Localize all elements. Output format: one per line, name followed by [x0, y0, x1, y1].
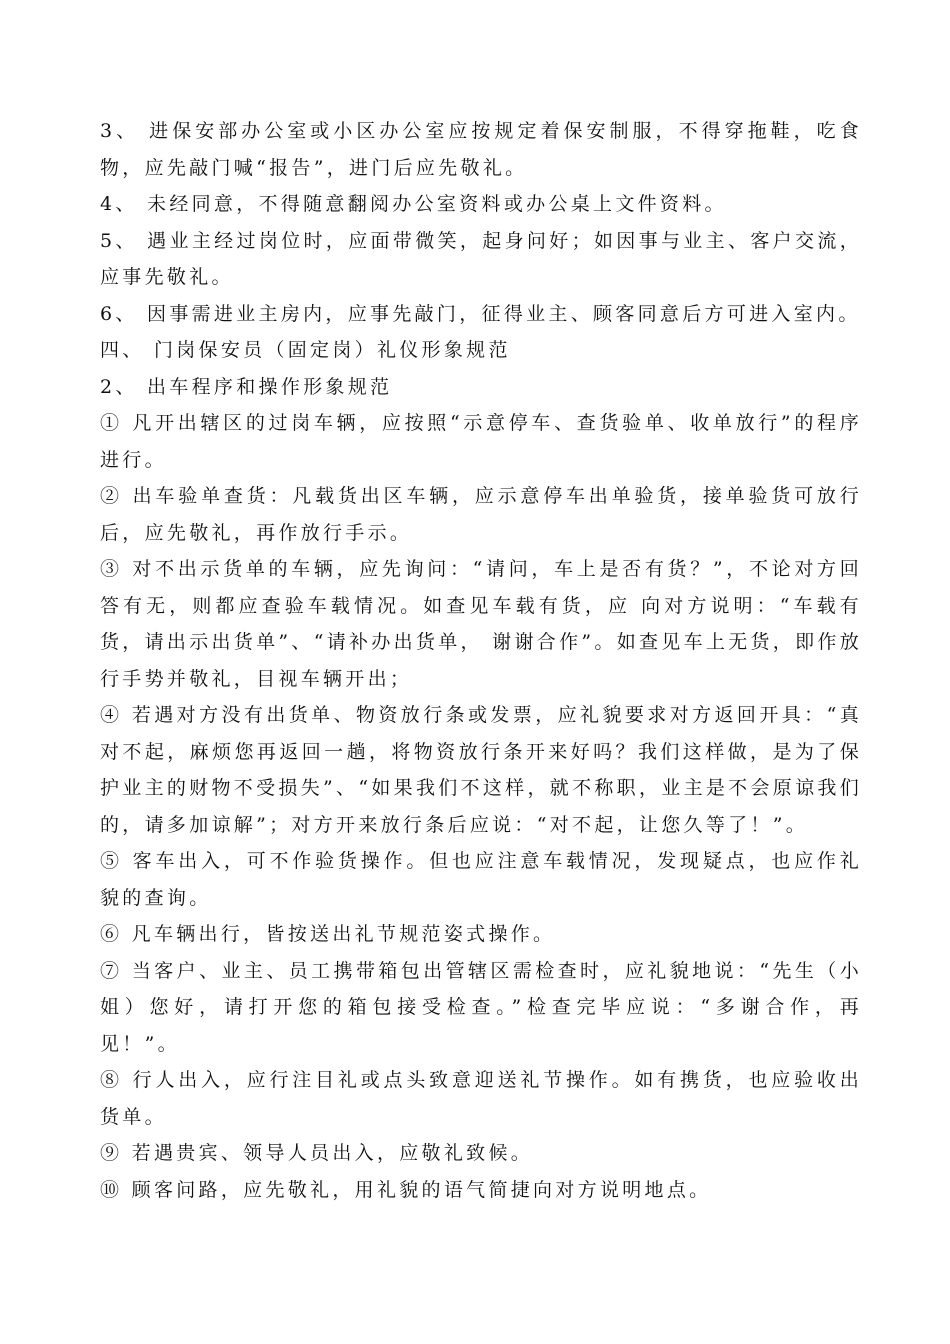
list-item-10: ⑩ 顾客问路，应先敬礼，用礼貌的语气简捷向对方说明地点。 [100, 1178, 712, 1201]
paragraph-rule-5: 5、 遇业主经过岗位时，应面带微笑，起身问好；如因事与业主、客户交流，应事先敬礼。 [100, 229, 862, 288]
list-item-4: ④ 若遇对方没有出货单、物资放行条或发票，应礼貌要求对方返回开具：“真对不起，麻烦您再返回一趟，将物资放行条开来好吗？我们这样做，是为了保护业主的财物不受损失”、“如果我们不这样，就不称职，业主是不会原谅我们的，请多加谅解”；对方开来放行条后应说：“对不起，让您久等了！”。 [100, 704, 862, 836]
paragraph-rule-6: 6、 因事需进业主房内，应事先敲门，征得业主、顾客同意后方可进入室内。 [100, 302, 861, 325]
list-item-6: ⑥ 凡车辆出行，皆按送出礼节规范姿式操作。 [100, 923, 556, 945]
paragraph-rule-3: 3、 进保安部办公室或小区办公室应按规定着保安制服，不得穿拖鞋，吃食物，应先敲门喊“报告”，进门后应先敬礼。 [100, 120, 862, 179]
subsection-heading-2: 2、 出车程序和操作形象规范 [100, 375, 393, 398]
list-item-5: ⑤ 客车出入，可不作验货操作。但也应注意车载情况，发现疑点，也应作礼貌的查询。 [100, 850, 862, 909]
list-item-2: ② 出车验单查货：凡载货出区车辆，应示意停车出单验货，接单验货可放行后，应先敬礼，再作放行手示。 [100, 485, 862, 544]
section-heading-4: 四、 门岗保安员（固定岗）礼仪形象规范 [100, 339, 511, 361]
document-page [100, 113, 862, 1208]
list-item-1: ① 凡开出辖区的过岗车辆，应按照“示意停车、查货验单、收单放行”的程序进行。 [100, 412, 862, 471]
paragraph-rule-4: 4、 未经同意，不得随意翻阅办公室资料或办公桌上文件资料。 [100, 193, 727, 215]
list-item-3: ③ 对不出示货单的车辆，应先询问：“请问，车上是否有货？”，不论对方回答有无，则都应查验车载情况。如查见车载有货，应 向对方说明：“车载有货，请出示出货单”、“请补办出货单， 谢谢合作”。如查见车上无货，即作放行手势并敬礼，目视车辆开出； [100, 558, 862, 690]
list-item-9: ⑨ 若遇贵宾、领导人员出入，应敬礼致候。 [100, 1142, 534, 1164]
list-item-8: ⑧ 行人出入，应行注目礼或点头致意迎送礼节操作。如有携货，也应验收出货单。 [100, 1069, 862, 1128]
list-item-7: ⑦ 当客户、业主、员工携带箱包出管辖区需检查时，应礼貌地说：“先生（小姐）您好，请打开您的箱包接受检查。”检查完毕应说：“多谢合作，再见！”。 [100, 959, 862, 1055]
